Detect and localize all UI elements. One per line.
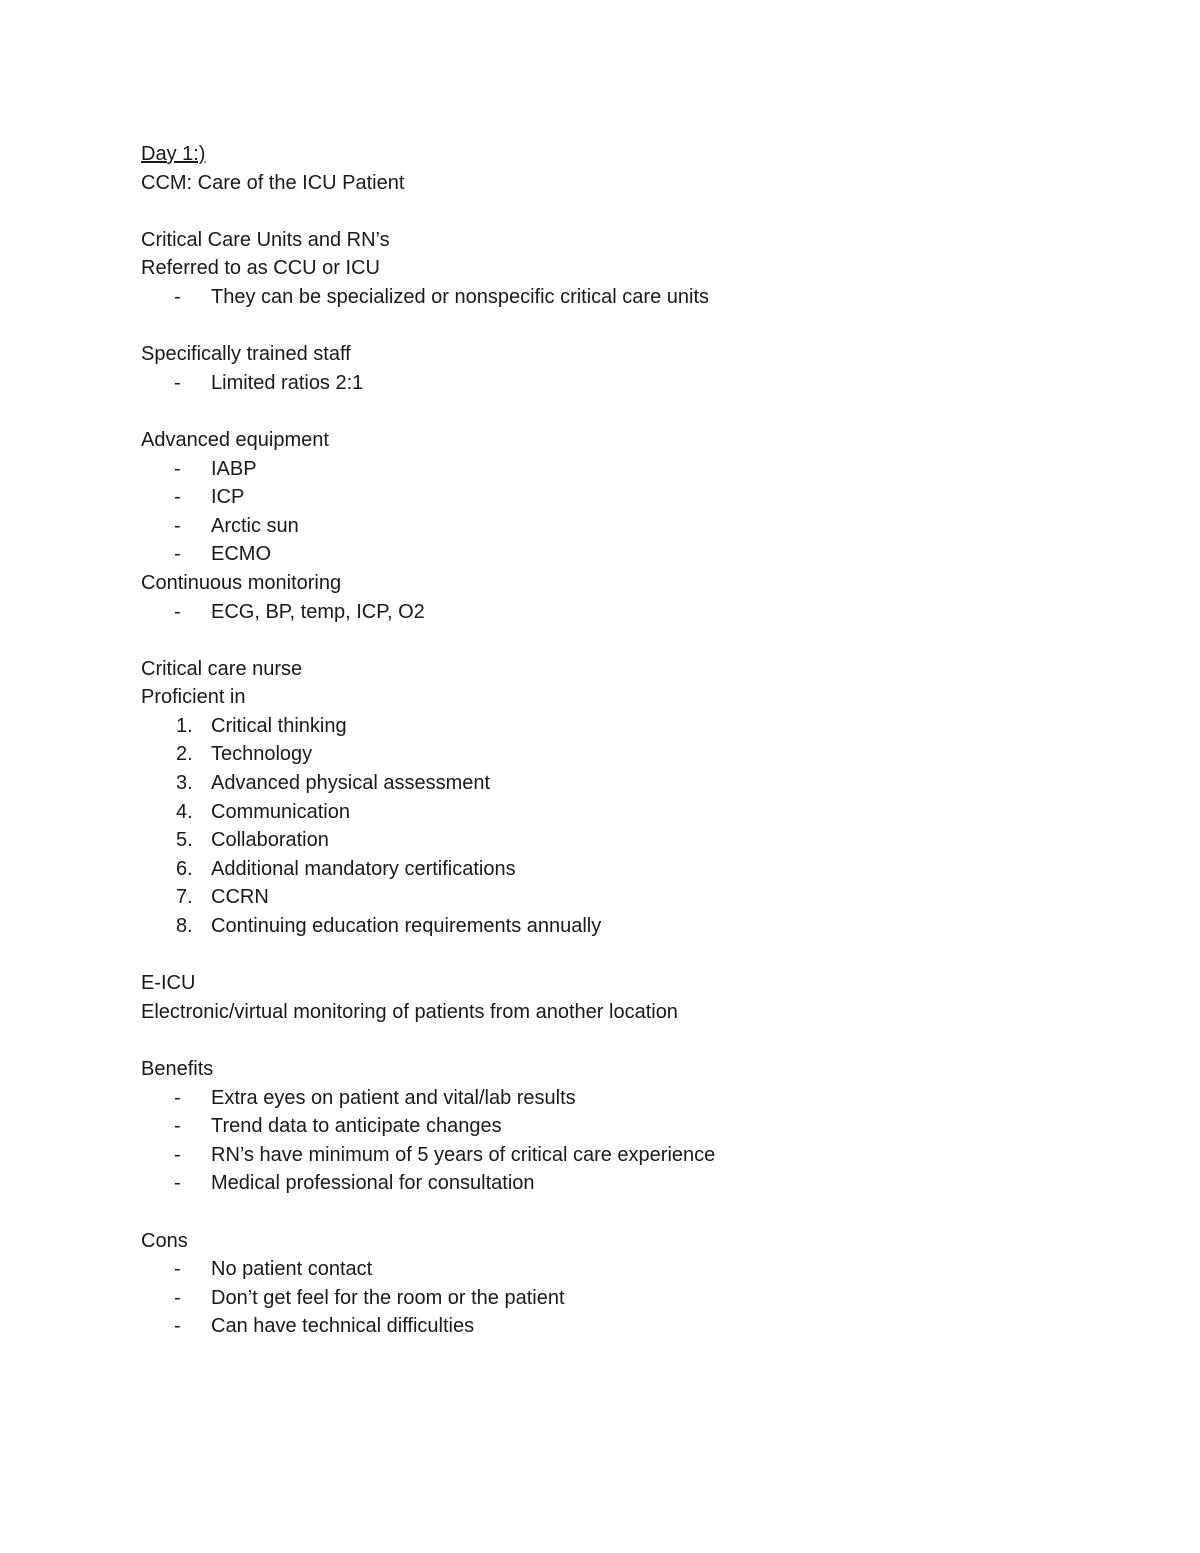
list-item-text: Collaboration [211,829,329,852]
list-item [141,798,1101,827]
list-item [141,769,1101,798]
list-item-text: Additional mandatory certifications [211,857,516,880]
document-page [141,140,1101,1341]
section-heading-equipment: Advanced equipment [141,428,329,451]
dash-marker: - [174,600,181,623]
list-item-text: They can be specialized or nonspecific critical care units [211,285,710,308]
list-item-text: Trend data to anticipate changes [211,1115,502,1138]
bullet-list-equipment [141,455,1101,569]
section-subheading-proficient: Proficient in [141,686,246,709]
list-item [141,1084,1101,1113]
section-heading-monitoring: Continuous monitoring [141,571,342,594]
section-description-eicu: Electronic/virtual monitoring of patients from another location [141,1000,678,1023]
list-item-text: Extra eyes on patient and vital/lab results [211,1086,576,1109]
list-number: 5. [176,829,193,852]
list-number: 1. [176,714,193,737]
list-item-text: Limited ratios 2:1 [211,371,364,394]
list-item [141,1112,1101,1141]
list-item [141,1141,1101,1170]
dash-marker: - [174,1086,181,1109]
bullet-list-cons [141,1255,1101,1341]
spacer [141,397,1101,426]
dash-marker: - [174,543,181,566]
dash-marker: - [174,1115,181,1138]
list-item-text: ECG, BP, temp, ICP, O2 [211,600,425,623]
spacer [141,1026,1101,1055]
dash-marker: - [174,1315,181,1338]
spacer [141,312,1101,341]
list-item [141,283,1101,312]
list-number: 7. [176,886,193,909]
document-title: Day 1:) [141,143,206,165]
list-item-text: Communication [211,800,350,823]
list-item [141,540,1101,569]
list-number: 2. [176,743,193,766]
section-heading-eicu: E-ICU [141,972,196,995]
spacer [141,1198,1101,1227]
list-item-text: Don’t get feel for the room or the patient [211,1286,565,1309]
numbered-list-proficiencies [141,712,1101,941]
list-item [141,369,1101,398]
list-item [141,1284,1101,1313]
list-item-text: Critical thinking [211,714,347,737]
document-subtitle: CCM: Care of the ICU Patient [141,171,405,194]
section-heading-cons: Cons [141,1229,188,1252]
section-heading-staff: Specifically trained staff [141,343,351,366]
list-item [141,1255,1101,1284]
dash-marker: - [174,486,181,509]
bullet-list-monitoring [141,598,1101,627]
list-item [141,740,1101,769]
list-item-text: Technology [211,743,313,766]
list-item-text: CCRN [211,886,269,909]
list-item [141,483,1101,512]
list-item [141,1312,1101,1341]
dash-marker: - [174,1258,181,1281]
bullet-list-staff [141,369,1101,398]
section-heading-nurse: Critical care nurse [141,657,303,680]
spacer [141,626,1101,655]
dash-marker: - [174,514,181,537]
bullet-list-benefits [141,1084,1101,1198]
section-heading-benefits: Benefits [141,1058,214,1080]
dash-marker: - [174,285,181,308]
list-number: 3. [176,772,193,795]
list-item-text: Arctic sun [211,514,299,537]
list-item [141,712,1101,741]
section-heading-critical-care-units: Critical Care Units and RN’s [141,228,390,251]
section-subheading-referred: Referred to as CCU or ICU [141,257,380,280]
list-item-text: Continuing education requirements annually [211,915,602,938]
list-item-text: Advanced physical assessment [211,772,491,795]
list-item-text: Medical professional for consultation [211,1172,535,1195]
list-item [141,1169,1101,1198]
list-item-text: Can have technical difficulties [211,1315,475,1338]
list-number: 6. [176,857,193,880]
dash-marker: - [174,1172,181,1195]
dash-marker: - [174,457,181,480]
spacer [141,941,1101,970]
dash-marker: - [174,1286,181,1309]
list-item-text: ECMO [211,543,271,566]
list-item-text: No patient contact [211,1258,373,1281]
list-number: 8. [176,915,193,938]
spacer [141,197,1101,226]
dash-marker: - [174,371,181,394]
list-item [141,855,1101,884]
list-number: 4. [176,800,193,823]
list-item [141,455,1101,484]
list-item [141,826,1101,855]
list-item-text: IABP [211,457,257,480]
list-item [141,883,1101,912]
list-item-text: RN’s have minimum of 5 years of critical care experience [211,1143,716,1166]
bullet-list-critical-care-units [141,283,1101,312]
list-item [141,598,1101,627]
list-item-text: ICP [211,486,245,509]
dash-marker: - [174,1143,181,1166]
list-item [141,912,1101,941]
list-item [141,512,1101,541]
